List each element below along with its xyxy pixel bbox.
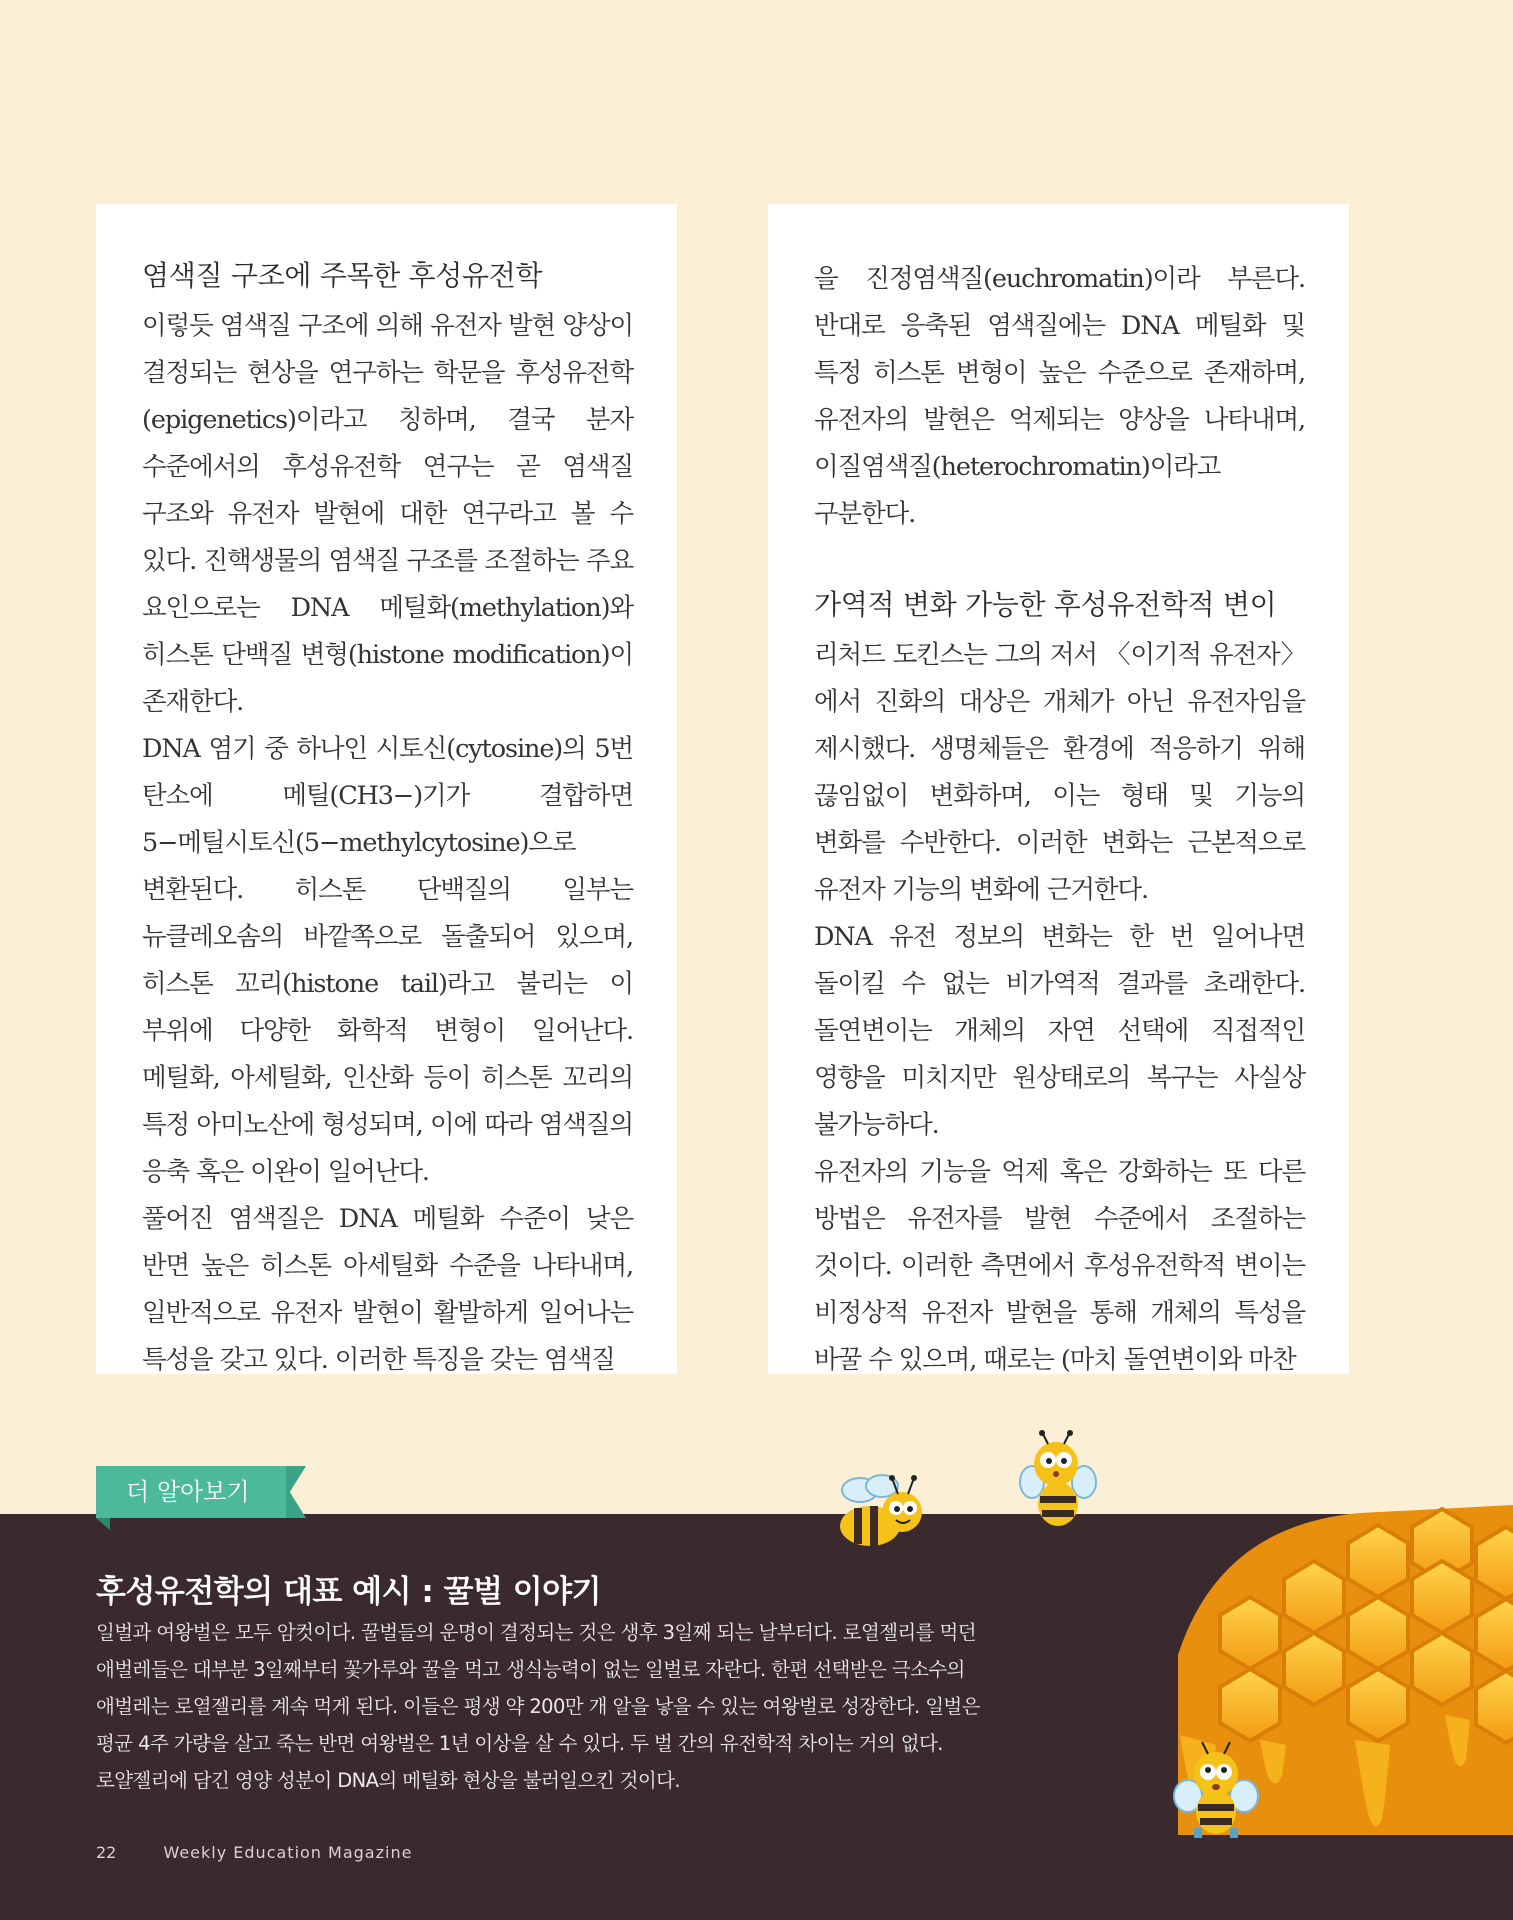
info-box-title: 후성유전학의 대표 예시 : 꿀벌 이야기	[96, 1574, 602, 1610]
info-line: 애벌레는 로열젤리를 계속 먹게 된다. 이들은 평생 약 200만 개 알을 낳을 수 있는 여왕벌로 성장한다. 일벌은	[96, 1695, 980, 1718]
page-footer	[96, 1843, 412, 1862]
paragraph: 리처드 도킨스는 그의 저서 〈이기적 유전자〉에서 진화의 대상은 개체가 아닌 유전자임을 제시했다. 생명체들은 환경에 적응하기 위해 끊임없이 변화하며, 이는 형태 및 기능의 변화를 수반한다. 이러한 변화는 근본적으로 유전자 기능의 변화에 근거한다.	[814, 640, 1305, 905]
more-info-tag: 더 알아보기	[96, 1466, 286, 1518]
bee-icon	[1172, 1740, 1260, 1840]
left-text-panel	[96, 204, 677, 1374]
info-line: 일벌과 여왕벌은 모두 암컷이다. 꿀벌들의 운명이 결정되는 것은 생후 3일째 되는 날부터다. 로열젤리를 먹던	[96, 1621, 976, 1644]
bee-icon	[830, 1468, 930, 1556]
paragraph: 이렇듯 염색질 구조에 의해 유전자 발현 양상이 결정되는 현상을 연구하는 학문을 후성유전학(epigenetics)이라고 칭하며, 결국 분자 수준에서의 후성유전학 연구는 곧 염색질 구조와 유전자 발현에 대한 연구라고 볼 수 있다. 진핵생물의 염색질 구조를 조절하는 주요 요인으로는 DNA 메틸화(methylation)와 히스톤 단백질 변형(histone modification)이 존재한다.	[142, 311, 633, 717]
info-line: 평균 4주 가량을 살고 죽는 반면 여왕벌은 1년 이상을 살 수 있다. 두 벌 간의 유전학적 차이는 거의 없다.	[96, 1732, 943, 1755]
paragraph: 유전자의 기능을 억제 혹은 강화하는 또 다른 방법은 유전자를 발현 수준에서 조절하는 것이다. 이러한 측면에서 후성유전학적 변이는 비정상적 유전자 발현을 통해 개체의 특성을 바꿀 수 있으며, 때로는 (마치 돌연변이와 마찬	[814, 1157, 1305, 1375]
paragraph: 풀어진 염색질은 DNA 메틸화 수준이 낮은 반면 높은 히스톤 아세틸화 수준을 나타내며, 일반적으로 유전자 발현이 활발하게 일어나는 특성을 갖고 있다. 이러한 특징을 갖는 염색질	[142, 1204, 633, 1375]
info-line: 애벌레들은 대부분 3일째부터 꽃가루와 꿀을 먹고 생식능력이 없는 일벌로 자란다. 한편 선택받은 극소수의	[96, 1658, 965, 1681]
paragraph: 을 진정염색질(euchromatin)이라 부른다. 반대로 응축된 염색질에는 DNA 메틸화 및 특정 히스톤 변형이 높은 수준으로 존재하며, 유전자의 발현은 억제되는 양상을 나타내며, 이질염색질(heterochromatin)이라고 구분한다.	[814, 264, 1305, 529]
paragraph: DNA 유전 정보의 변화는 한 번 일어나면 돌이킬 수 없는 비가역적 결과를 초래한다. 돌연변이는 개체의 자연 선택에 직접적인 영향을 미치지만 원상태로의 복구는 사실상 불가능하다.	[814, 922, 1305, 1140]
page-number: 22	[96, 1843, 117, 1862]
right-text-panel	[768, 204, 1349, 1374]
section-heading: 염색질 구조에 주목한 후성유전학	[142, 259, 543, 292]
info-line: 로얄젤리에 담긴 영양 성분이 DNA의 메틸화 현상을 불러일으킨 것이다.	[96, 1769, 680, 1792]
info-box-body	[96, 1614, 1146, 1799]
bee-icon	[1018, 1430, 1098, 1530]
paragraph: DNA 염기 중 하나인 시토신(cytosine)의 5번 탄소에 메틸(CH3−)기가 결합하면 5−메틸시토신(5−methylcytosine)으로 변환된다. 히스톤 단백질의 일부는 뉴클레오솜의 바깥쪽으로 돌출되어 있으며, 히스톤 꼬리(histone tail)라고 불리는 이 부위에 다양한 화학적 변형이 일어난다. 메틸화, 아세틸화, 인산화 등이 히스톤 꼬리의 특정 아미노산에 형성되며, 이에 따라 염색질의 응축 혹은 이완이 일어난다.	[142, 734, 633, 1187]
section-heading: 가역적 변화 가능한 후성유전학적 변이	[814, 588, 1277, 621]
magazine-name: Weekly Education Magazine	[163, 1843, 413, 1862]
